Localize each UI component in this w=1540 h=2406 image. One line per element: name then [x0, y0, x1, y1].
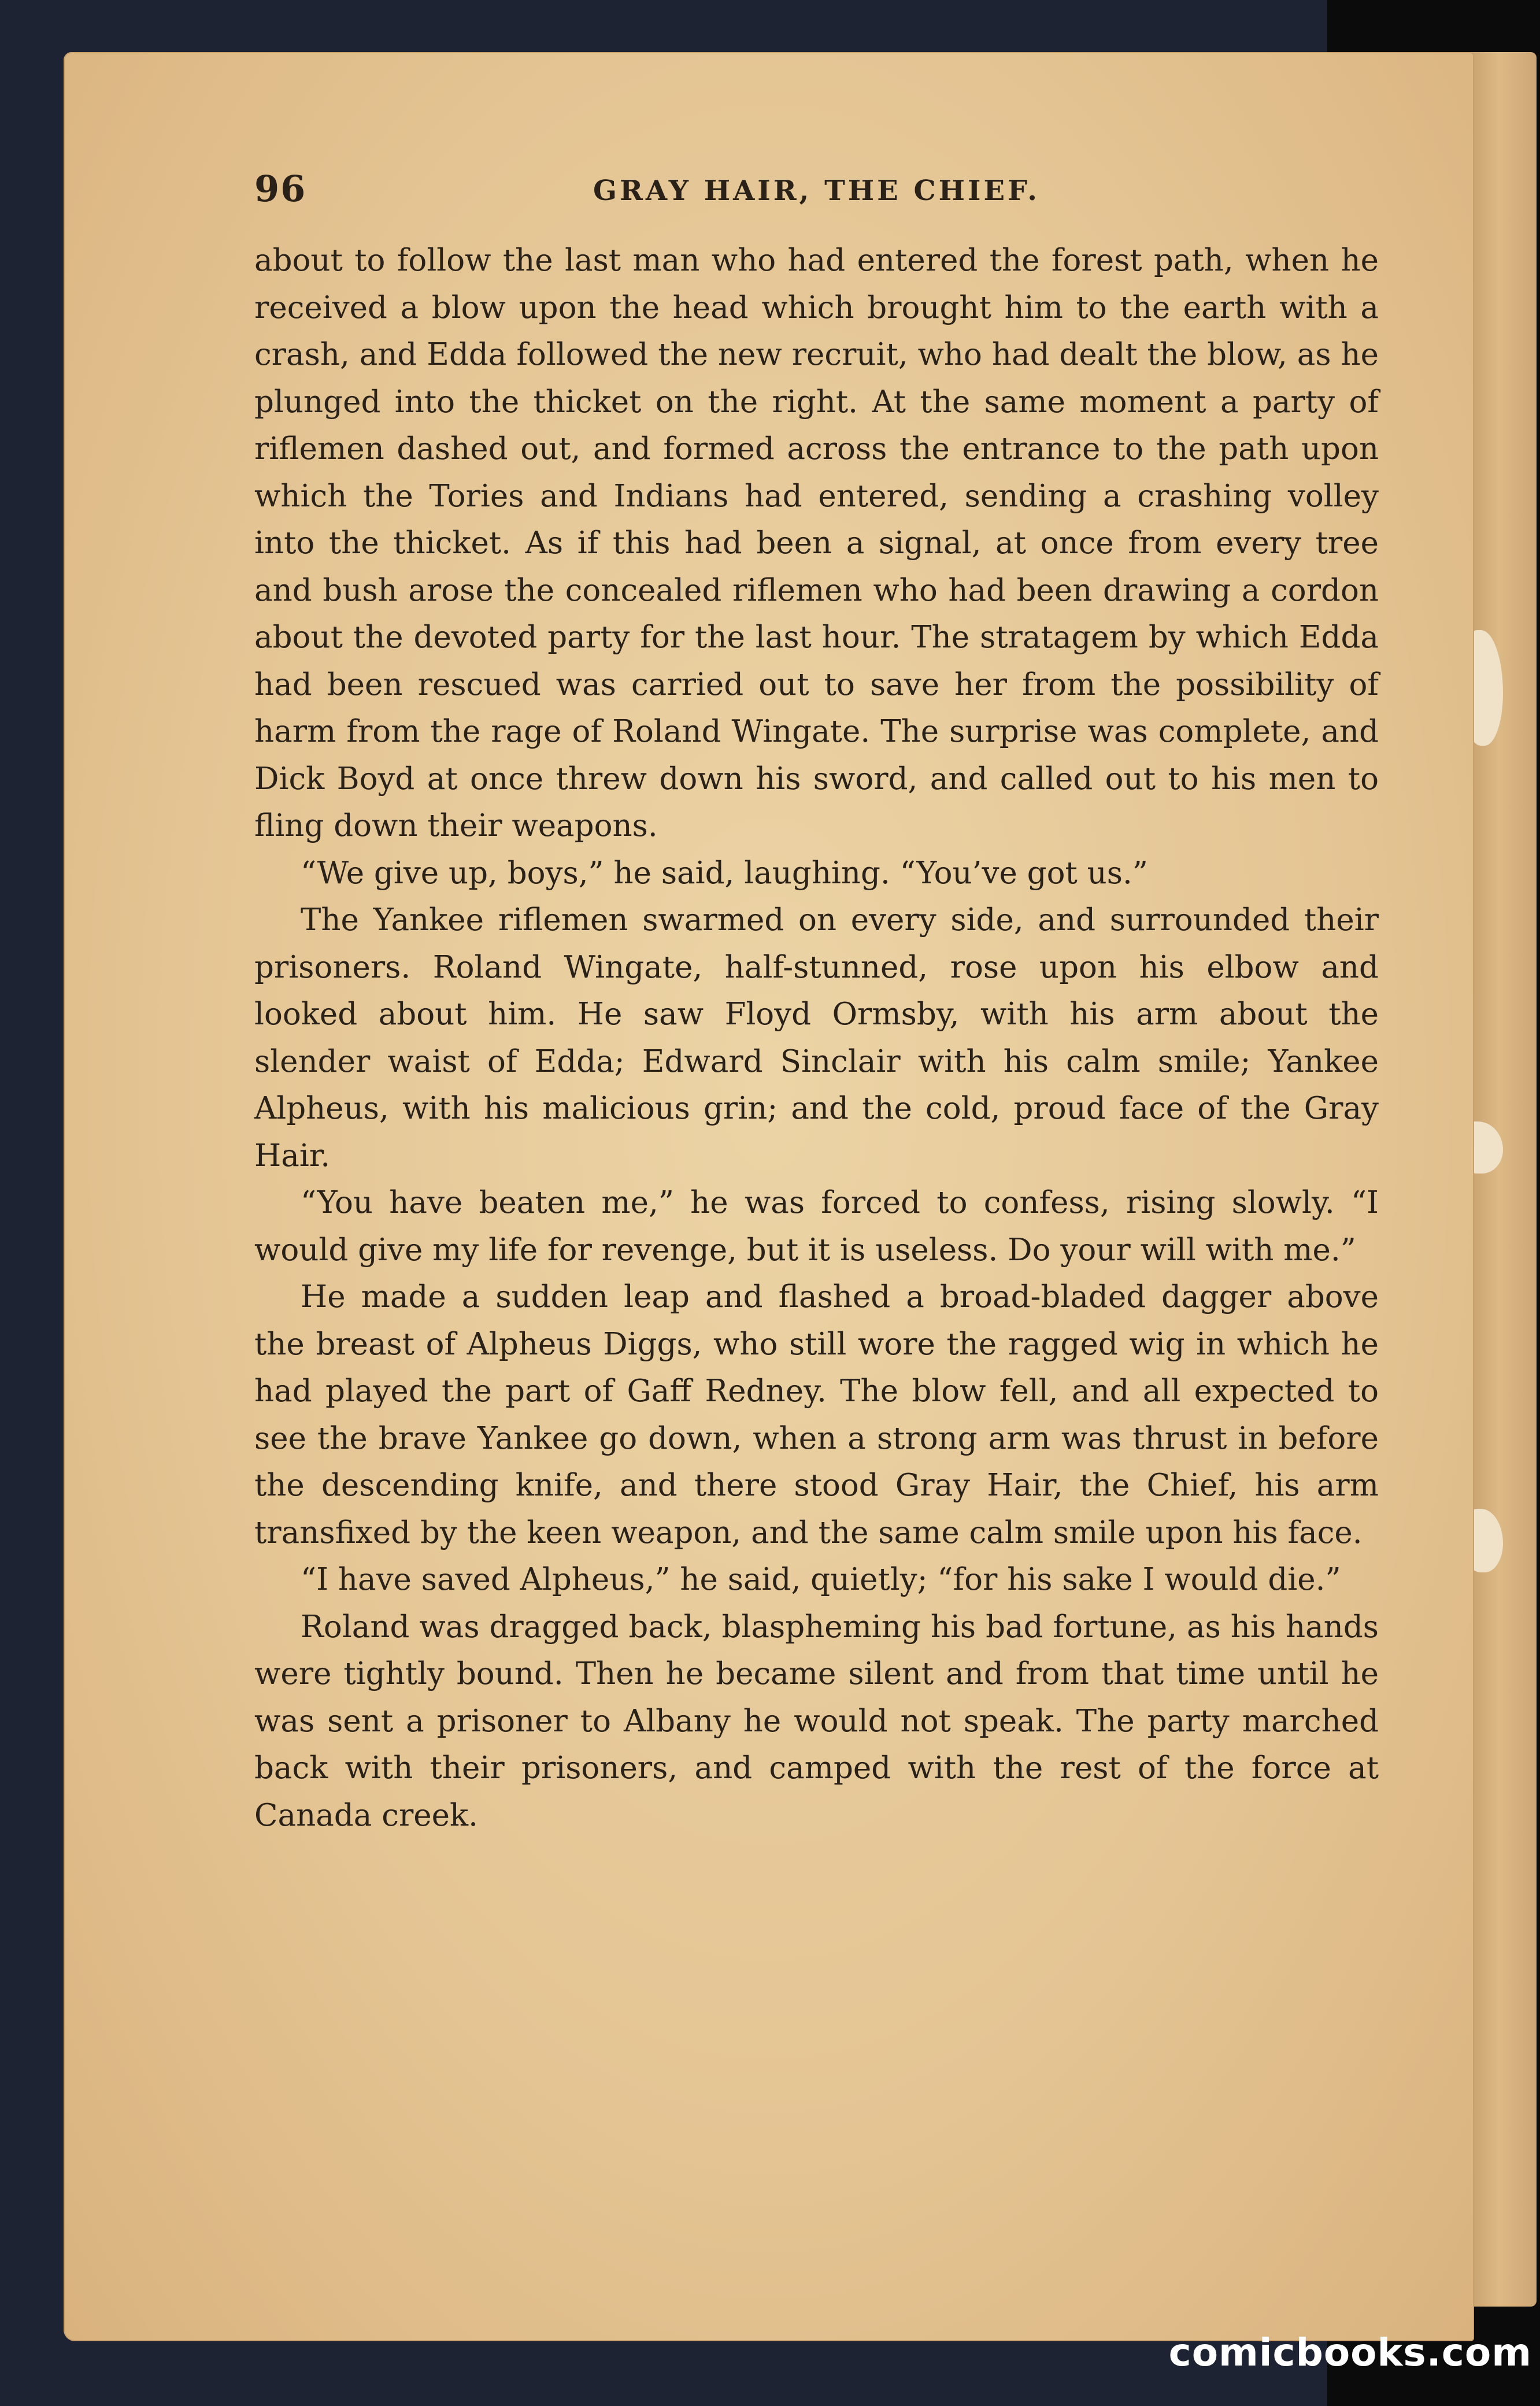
paragraph: He made a sudden leap and flashed a broad-bladed dagger above the breast of Alpheus Diggs, who still wore the ragged wig in which he had played the part of Gaff Redney. The blow fell, and all expected to see the brave Yankee go down, when a strong arm was thrust in before the descending knife, and there stood Gray Hair, the Chief, his arm transfixed by the keen weapon, and the same calm smile upon his face.: [254, 1279, 1379, 1550]
page-number: 96: [254, 168, 307, 210]
page-header: [254, 168, 1379, 237]
paragraph: “You have beaten me,” he was forced to confess, rising slowly. “I would give my life for revenge, but it is useless. Do your will with me.”: [254, 1185, 1379, 1268]
paragraph: The Yankee riflemen swarmed on every side, and surrounded their prisoners. Roland Wingate, half-stunned, rose upon his elbow and looked about him. He saw Floyd Ormsby, with his arm about the slender waist of Edda; Edward Sinclair with his calm smile; Yankee Alpheus, with his malicious grin; and the cold, proud face of the Gray Hair.: [254, 902, 1379, 1174]
running-head: GRAY HAIR, THE CHIEF.: [593, 175, 1040, 207]
paragraph: “We give up, boys,” he said, laughing. “You’ve got us.”: [301, 855, 1148, 891]
page-content: [254, 168, 1379, 1839]
watermark: comicbooks.com: [1168, 2330, 1532, 2375]
body-text: [254, 237, 1379, 1839]
adjacent-page-edge: [1468, 52, 1537, 2307]
paragraph: “I have saved Alpheus,” he said, quietly; “for his sake I would die.”: [301, 1562, 1341, 1597]
paragraph: about to follow the last man who had entered the forest path, when he received a blow upon the head which brought him to the earth with a crash, and Edda followed the new recruit, who had dealt the blow, as he plunged into the thicket on the right. At the same moment a party of riflemen dashed out, and formed across the entrance to the path upon which the Tories and Indians had entered, sending a crashing volley into the thicket. As if this had been a signal, at once from every tree and bush arose the concealed riflemen who had been drawing a cordon about the devoted party for the last hour. The stratagem by which Edda had been rescued was carried out to save her from the possibility of harm from the rage of Roland Wingate. The surprise was complete, and Dick Boyd at once threw down his sword, and called out to his men to fling down their weapons.: [254, 243, 1379, 843]
paragraph: Roland was dragged back, blaspheming his bad fortune, as his hands were tightly bound. Then he became silent and from that time until he was sent a prisoner to Albany he would not speak. The party marched back with their prisoners, and camped with the rest of the force at Canada creek.: [254, 1609, 1379, 1833]
